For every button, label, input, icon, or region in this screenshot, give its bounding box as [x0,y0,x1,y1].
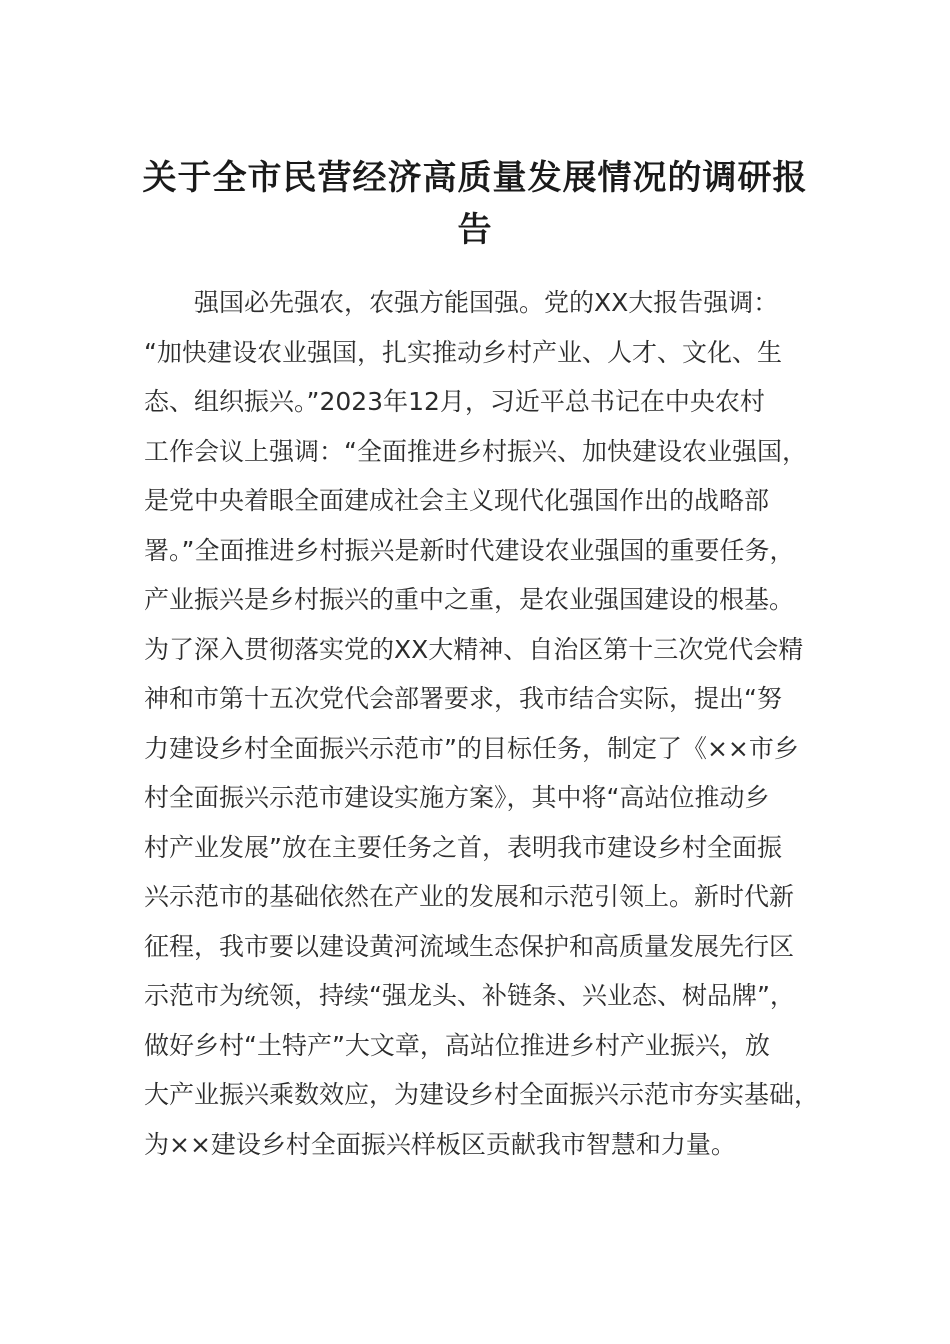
body-line: 为××建设乡村全面振兴样板区贡献我市智慧和力量。 [144,1129,736,1159]
body-line: 兴示范市的基础依然在产业的发展和示范引领上。新时代新 [144,882,795,911]
document-title [120,152,830,256]
body-line: 做好乡村“土特产”大文章，高站位推进乡村产业振兴，放 [144,1030,770,1060]
title-line: 告 [457,210,493,250]
body-line: 大产业振兴乘数效应，为建设乡村全面振兴示范市夯实基础， [144,1080,820,1109]
body-line: 强国必先强农，农强方能国强。党的XX大报告强调： [194,288,779,317]
title-line: 关于全市民营经济高质量发展情况的调研报 [142,158,808,198]
body-line: 为了深入贯彻落实党的XX大精神、自治区第十三次党代会精 [144,634,804,664]
body-line: 征程，我市要以建设黄河流域生态保护和高质量发展先行区 [144,931,795,961]
body-line: 示范市为统领，持续“强龙头、补链条、兴业态、树品牌”， [144,981,795,1010]
body-line: 态、组织振兴。”2023年12月，习近平总书记在中央农村 [144,387,765,416]
body-line: 是党中央着眼全面建成社会主义现代化强国作出的战略部 [144,486,770,515]
body-line: 产业振兴是乡村振兴的重中之重，是农业强国建设的根基。 [144,585,795,614]
document-body-paragraph [144,278,824,1169]
body-line: “加快建设农业强国，扎实推动乡村产业、人才、文化、生 [144,337,782,367]
body-line: 署。”全面推进乡村振兴是新时代建设农业强国的重要任务， [144,535,795,565]
body-line: 神和市第十五次党代会部署要求，我市结合实际，提出“努 [144,684,782,713]
body-line: 村产业发展”放在主要任务之首，表明我市建设乡村全面振 [144,832,782,862]
body-line: 力建设乡村全面振兴示范市”的目标任务，制定了《××市乡 [144,733,799,763]
body-line: 工作会议上强调：“全面推进乡村振兴、加快建设农业强国， [144,436,807,466]
body-line: 村全面振兴示范市建设实施方案》，其中将“高站位推动乡 [144,783,770,812]
